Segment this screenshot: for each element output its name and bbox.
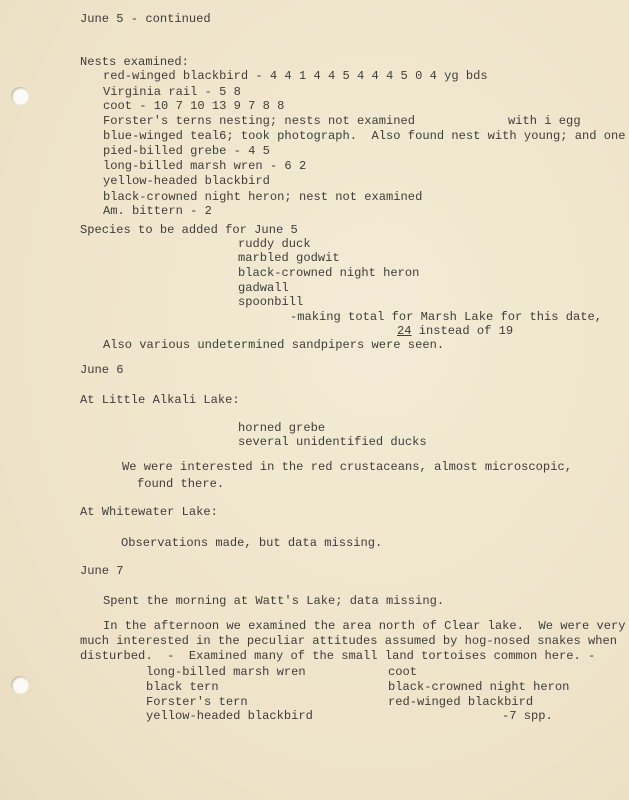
sandpiper-note: Also various undetermined sandpipers were seen. [103,338,445,352]
note-line: Spent the morning at Watt's Lake; data missing. [103,594,445,608]
page-header: June 5 - continued [80,12,211,26]
nest-item: yellow-headed blackbird [103,174,270,188]
nest-insert: with i egg [508,114,581,128]
date-june7: June 7 [80,564,124,578]
note-line: We were interested in the red crustaceans, almost microscopic, [122,460,572,474]
total-new: 24 [397,324,412,338]
species-item: ruddy duck [238,237,311,251]
species-item: long-billed marsh wren [146,665,306,679]
species-item: gadwall [238,281,289,295]
species-item: horned grebe [238,421,326,435]
nest-item: Forster's terns nesting; nests not examined [103,114,416,128]
note-line: Observations made, but data missing. [121,536,383,550]
species-item: several unidentified ducks [238,435,427,449]
note-line: found there. [137,477,225,491]
nest-item: black-crowned night heron; nest not examined [103,190,423,204]
total-rest: instead of 19 [411,324,514,338]
nest-item: Am. bittern - 2 [103,204,212,218]
paragraph-line: In the afternoon we examined the area north of Clear lake. We were very [103,619,626,633]
nest-item: red-winged blackbird - 4 4 1 4 4 5 4 4 4 5 0 4 yg bds [103,69,488,83]
punch-hole [11,87,29,105]
nest-item: blue-winged teal6; took photograph. Also found nest with young; and one [103,129,626,143]
nest-item: coot - 10 7 10 13 9 7 8 8 [103,99,285,113]
nests-heading: Nests examined: [80,55,189,69]
nest-item: long-billed marsh wren - 6 2 [103,159,307,173]
species-item: spoonbill [238,295,304,309]
paragraph-line: disturbed. - Examined many of the small land tortoises common here. - [80,649,596,663]
punch-hole [11,676,29,694]
species-item: black tern [146,680,219,694]
location-heading: At Little Alkali Lake: [80,393,240,407]
species-item: black-crowned night heron [388,680,570,694]
total-count [397,324,513,338]
date-june6: June 6 [80,363,124,377]
species-item: yellow-headed blackbird [146,709,313,723]
species-count: -7 spp. [502,709,553,723]
species-item: red-winged blackbird [388,695,534,709]
species-heading: Species to be added for June 5 [80,223,298,237]
paragraph-line: much interested in the peculiar attitudes assumed by hog-nosed snakes when [80,634,618,648]
nest-item: Virginia rail - 5 8 [103,85,241,99]
location-heading: At Whitewater Lake: [80,505,218,519]
total-line: -making total for Marsh Lake for this date, [290,310,603,324]
species-item: black-crowned night heron [238,266,420,280]
species-item: Forster's tern [146,695,248,709]
species-item: marbled godwit [238,251,340,265]
species-item: coot [388,665,418,679]
nest-item: pied-billed grebe - 4 5 [103,144,270,158]
